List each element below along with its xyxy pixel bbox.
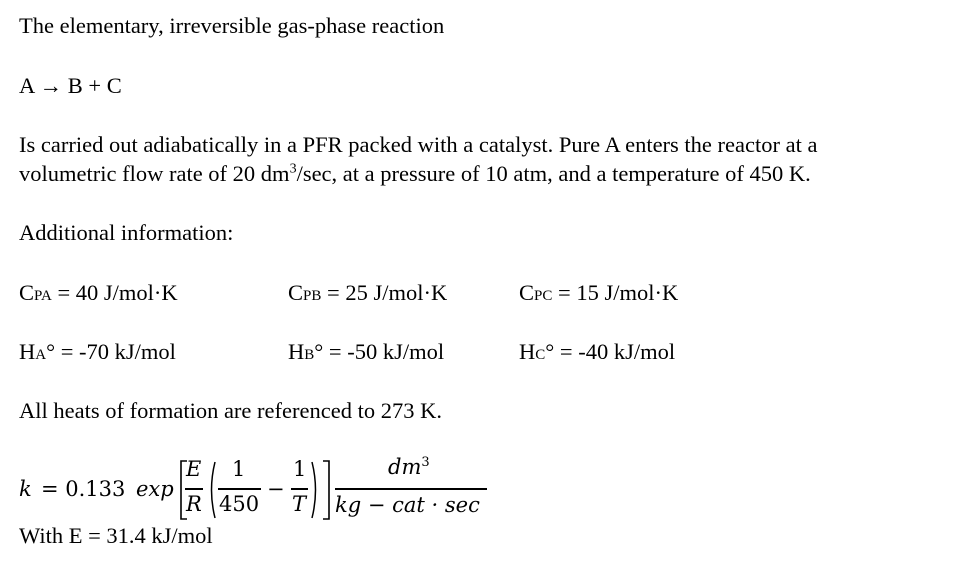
heat-capacity-c (519, 279, 678, 306)
rate-constant-coefficient: = 0.133 (41, 477, 126, 501)
minus-sign: − (267, 477, 285, 501)
heat-capacity-c-symbol: C (519, 280, 535, 305)
right-bracket (321, 460, 331, 520)
heat-capacity-b-subscript: PB (303, 288, 322, 304)
description-line-2 (19, 160, 811, 187)
intro-text: The elementary, irreversible gas-phase reaction (19, 13, 445, 38)
enthalpy-c-value: ° = -40 kJ/mol (545, 339, 676, 364)
heat-capacity-c-value: = 15 J/mol·K (552, 280, 679, 305)
unit-numerator-text: dm (388, 455, 422, 479)
additional-info-heading: Additional information: (19, 220, 234, 245)
enthalpy-c-symbol: H (519, 339, 536, 364)
right-parenthesis (310, 461, 320, 519)
activation-energy-value: With E = 31.4 kJ/mol (19, 523, 213, 548)
enthalpy-b-value: ° = -50 kJ/mol (314, 339, 445, 364)
heat-capacity-a-value: = 40 J/mol·K (51, 280, 178, 305)
enthalpy-a-subscript: A (35, 347, 47, 363)
heat-capacity-a (19, 279, 178, 306)
gas-constant-symbol: R (186, 492, 202, 516)
unit-numerator-exponent: 3 (421, 455, 430, 470)
heat-capacity-a-symbol: C (19, 280, 35, 305)
inverse-temp-numerator-2: 1 (293, 457, 307, 481)
activation-energy-symbol: E (186, 457, 202, 481)
enthalpy-c-subscript: C (535, 347, 546, 363)
enthalpy-b-subscript: B (304, 347, 315, 363)
description-line-2-end: /sec, at a pressure of 10 atm, and a temperature of 450 K. (296, 161, 811, 186)
heat-capacity-b-symbol: C (288, 280, 304, 305)
enthalpy-a-symbol: H (19, 339, 36, 364)
enthalpy-b-symbol: H (288, 339, 305, 364)
description-line-1: Is carried out adiabatically in a PFR packed with a catalyst. Pure A enters the reactor at a (19, 132, 818, 157)
enthalpy-b (288, 338, 444, 365)
rate-constant-equation (19, 452, 539, 526)
unit-numerator (388, 455, 430, 479)
description-line-2-start: volumetric flow rate of 20 dm (19, 161, 290, 186)
heat-capacity-b (288, 279, 447, 306)
enthalpy-a-value: ° = -70 kJ/mol (46, 339, 176, 364)
heats-reference-note: All heats of formation are referenced to 273 K. (19, 398, 442, 423)
enthalpy-c (519, 338, 675, 365)
inverse-temp-numerator-1: 1 (232, 457, 246, 481)
units-fraction-bar (335, 488, 487, 490)
cubic-superscript: 3 (289, 161, 297, 177)
exp-function: exp (136, 477, 174, 501)
temperature-symbol: T (292, 492, 307, 516)
left-parenthesis (207, 461, 217, 519)
heat-capacity-b-value: = 25 J/mol·K (321, 280, 448, 305)
heat-capacity-a-subscript: PA (34, 288, 52, 304)
enthalpy-a (19, 338, 176, 365)
rate-constant-symbol: k (19, 477, 32, 501)
one-over-t-fraction-bar (291, 488, 308, 490)
unit-denominator: kg − cat · sec (335, 493, 480, 517)
heat-capacity-c-subscript: PC (534, 288, 553, 304)
one-over-450-fraction-bar (218, 488, 261, 490)
reference-temperature: 450 (219, 492, 260, 516)
e-over-r-fraction-bar (185, 488, 203, 490)
reaction-equation: A → B + C (19, 73, 122, 98)
